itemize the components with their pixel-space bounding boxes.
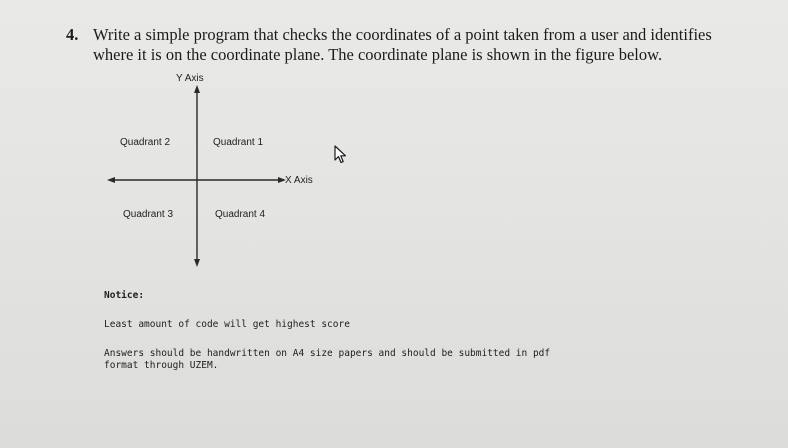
y-axis-label: Y Axis — [176, 73, 204, 84]
question-line-1: Write a simple program that checks the coordinates of a point taken from a user and identifies — [93, 25, 712, 44]
notice-rule-2-line-1: Answers should be handwritten on A4 size papers and should be submitted in pdf — [104, 348, 551, 359]
mouse-pointer-icon — [334, 145, 348, 170]
quadrant-4-label: Quadrant 4 — [215, 209, 266, 220]
quadrant-2-label: Quadrant 2 — [120, 137, 171, 148]
notice-heading: Notice: — [104, 290, 145, 301]
question-number: 4. — [66, 25, 79, 44]
y-axis-up-arrowhead — [194, 85, 200, 93]
quadrant-1-label: Quadrant 1 — [213, 137, 264, 148]
notice-rule-1: Least amount of code will get highest score — [104, 319, 350, 330]
question-line-2: where it is on the coordinate plane. The coordinate plane is shown in the figure below. — [93, 45, 663, 64]
x-axis-left-arrowhead — [107, 177, 115, 183]
x-axis-label: X Axis — [285, 175, 313, 186]
y-axis-down-arrowhead — [194, 259, 200, 267]
notice-rule-2-line-2: format through UZEM. — [104, 360, 219, 371]
quadrant-3-label: Quadrant 3 — [123, 209, 174, 220]
